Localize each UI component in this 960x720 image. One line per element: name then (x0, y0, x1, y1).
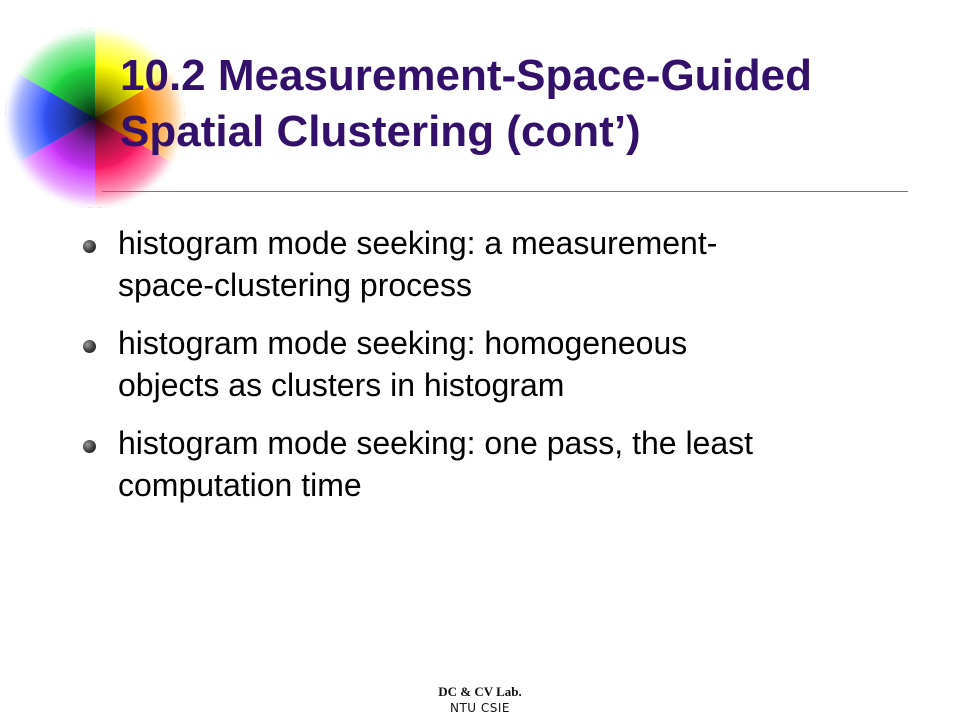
bullet-text-line-2: objects as clusters in histogram (118, 367, 565, 403)
slide-title-line-1: 10.2 Measurement-Space-Guided (120, 51, 813, 100)
slide-footer (0, 684, 960, 716)
footer-lab-name: DC & CV Lab. (438, 684, 522, 699)
bullet-dot-icon (83, 340, 96, 353)
footer-department: NTU CSIE (449, 701, 511, 715)
bullet-text-line-1: histogram mode seeking: one pass, the least (118, 425, 754, 461)
bullet-dot-icon (83, 440, 96, 453)
bullet-text-line-2: space-clustering process (118, 267, 472, 303)
bullet-item (80, 322, 930, 406)
bullet-item (80, 222, 930, 306)
bullet-dot-icon (83, 240, 96, 253)
slide-title (120, 48, 950, 160)
bullet-text-line-1: histogram mode seeking: homogeneous (118, 325, 688, 361)
bullet-text-line-2: computation time (118, 467, 362, 503)
title-divider (102, 191, 908, 192)
bullet-item (80, 422, 930, 506)
bullet-text-line-1: histogram mode seeking: a measurement- (118, 225, 718, 261)
slide-title-line-2: Spatial Clustering (cont’) (120, 107, 641, 156)
bullet-list (80, 222, 930, 522)
